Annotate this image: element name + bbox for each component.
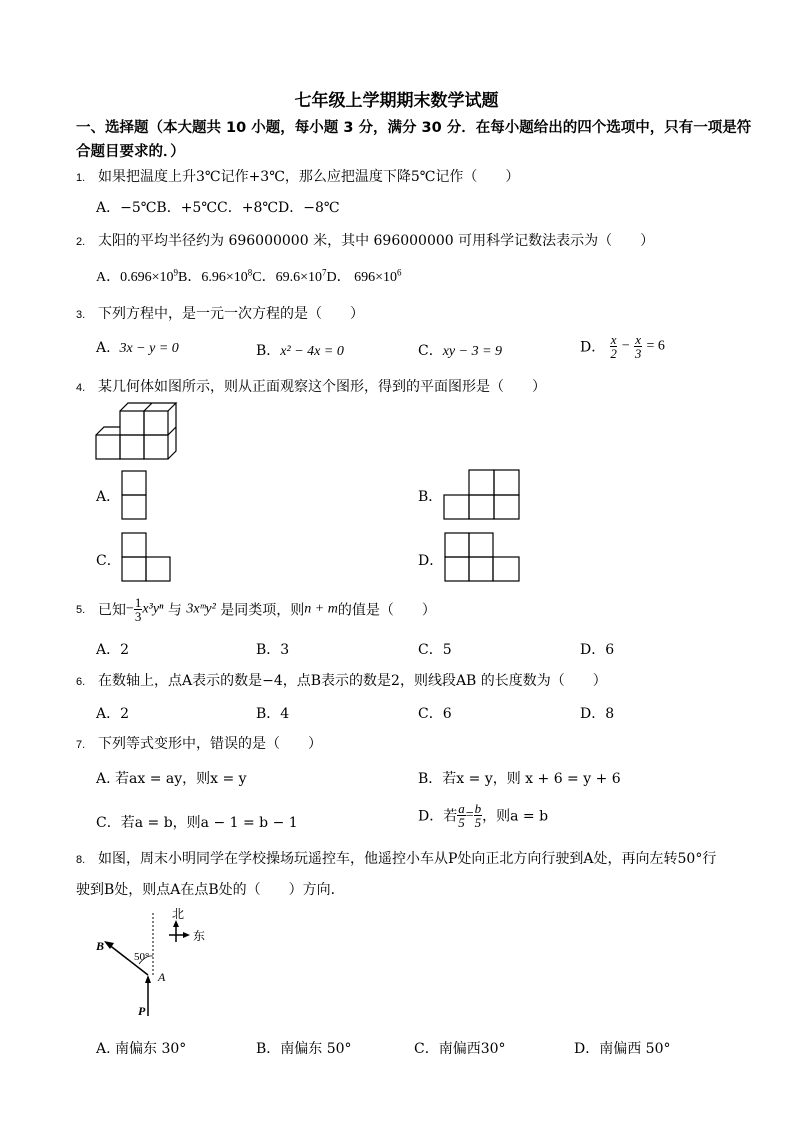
option-c: C． (96, 553, 121, 569)
option-c: C．南偏西30° (414, 1041, 506, 1057)
option-c: C．6 (418, 706, 452, 722)
option-a: A. 若ax = ay，则x = y (96, 771, 247, 787)
page-title: 七年级上学期期末数学试题 (294, 91, 499, 111)
question-7 (76, 733, 322, 753)
option-b-figure (443, 469, 521, 521)
option-a-figure (121, 470, 148, 521)
question-number: 1. (76, 172, 86, 184)
option-a: A．2 (96, 642, 130, 658)
option-c-figure (121, 532, 172, 583)
option-a: A. 3x − y = 0 (96, 340, 179, 356)
question-text: 下列等式变形中，错误的是（ ） (98, 736, 322, 752)
option-b: B．4 (256, 706, 290, 722)
question-5: 5. 已知− $\frac{1}{3}$ x³yⁿ 与 3xᵐy² 是同类项，则n + m的值是（ ） (76, 595, 436, 624)
option-b: B．$6.96\times 10^8$ (178, 267, 253, 285)
option-b: B．南偏东 50° (256, 1041, 352, 1057)
question-3 (76, 303, 364, 323)
option-c: C．xy − 3 = 9 (418, 343, 503, 359)
q1-options: A．−5℃B．+5℃C．+8℃D．−8℃ (96, 200, 340, 216)
question-text: 在数轴上，点A表示的数是−4，点B表示的数是2，则线段AB 的长度数为（ ） (98, 673, 607, 689)
question-number: 5. (76, 603, 86, 616)
option-d-figure (444, 532, 522, 583)
direction-diagram (92, 904, 222, 1029)
option-d: D． $696\times 10^6$ (326, 267, 402, 285)
north-label: 北 (172, 907, 185, 921)
option-d: D．8 (580, 706, 615, 722)
point-p-label: P (138, 1004, 146, 1018)
question-number: 2. (76, 236, 86, 248)
option-a: A. 南偏东 30° (96, 1041, 187, 1057)
option-b: B．x² − 4x = 0 (256, 343, 344, 359)
solid-figure (94, 402, 184, 462)
option-a: A． (96, 489, 121, 505)
question-text: 太阳的平均半径约为 696000000 米，其中 696000000 可用科学记数法表示为（ ） (98, 233, 655, 249)
option-c: C．若a = b，则a − 1 = b − 1 (96, 815, 298, 831)
option-a: A．$0.696\times 10^9$ (96, 267, 179, 285)
option-c: C．$69.6\times 10^7$ (252, 267, 327, 285)
q2-options (96, 266, 402, 286)
option-b: B．3 (256, 642, 290, 658)
question-text: 如果把温度上升3℃记作+3℃，那么应把温度下降5℃记作（ ） (98, 169, 520, 185)
angle-label: 50° (134, 951, 150, 963)
option-b: B．若x = y，则 x + 6 = y + 6 (418, 771, 621, 787)
question-number: 4. (76, 382, 86, 394)
question-text: 下列方程中，是一元一次方程的是（ ） (98, 306, 364, 322)
question-6 (76, 670, 607, 690)
question-8 (76, 848, 716, 868)
option-d: D．6 (580, 642, 615, 658)
question-8-line-2: 驶到B处，则点A在点B处的（ ）方向． (76, 882, 345, 898)
question-number: 3. (76, 309, 86, 321)
question-text: 如图，周末小明同学在学校操场玩遥控车，他遥控小车从P处向正北方向行驶到A处，再向左转50°行 (98, 851, 717, 867)
option-d: D． $\frac{x}{2}$ − $\frac{x}{3}$ = 6 (580, 332, 665, 361)
east-label: 东 (193, 929, 206, 943)
question-4 (76, 376, 546, 396)
question-number: 7. (76, 739, 86, 751)
question-number: 6. (76, 676, 86, 688)
question-2 (76, 230, 654, 250)
question-number: 8. (76, 854, 86, 866)
option-d: D．若 $\frac{a}{5}$ = $\frac{b}{5}$ ，则a = b (418, 801, 549, 830)
option-b: B． (418, 489, 443, 505)
option-d: D． (418, 553, 444, 569)
question-text: 某几何体如图所示，则从正面观察这个图形，得到的平面图形是（ ） (98, 379, 546, 395)
option-d: D．南偏西 50° (574, 1041, 671, 1057)
option-c: C．5 (418, 642, 452, 658)
option-a: A．2 (96, 706, 130, 722)
point-b-label: B (96, 939, 105, 953)
question-1 (76, 166, 519, 186)
section-heading: 一、选择题（本大题共 10 小题，每小题 3 分，满分 30 分．在每小题给出的四个选项中，只有一项是符合题目要求的．） (76, 120, 752, 160)
point-a-label: A (158, 970, 166, 984)
